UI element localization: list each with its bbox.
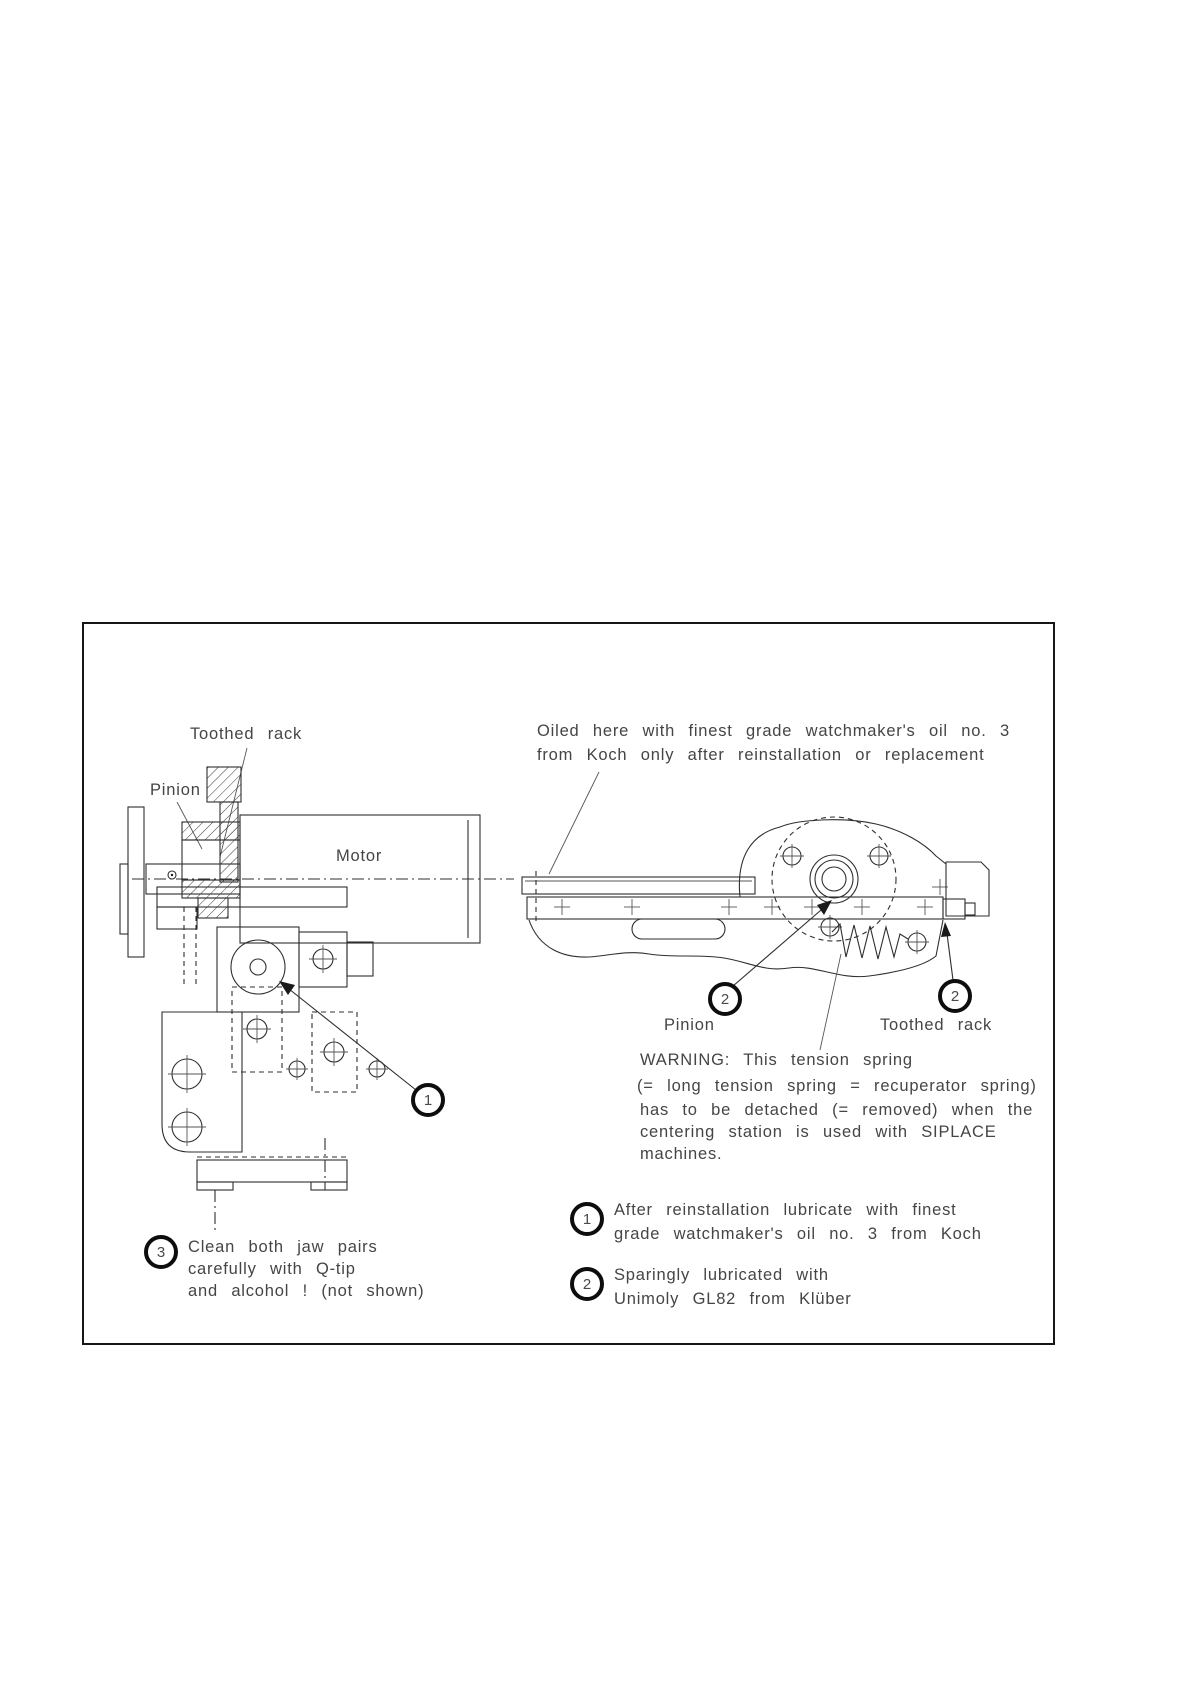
legend-1-number: 1 xyxy=(582,1210,592,1228)
legend-2-badge xyxy=(570,1267,604,1301)
oil-note-line1: Oiled here with finest grade watchmaker's oil no. 3 xyxy=(537,722,1010,740)
oil-note-line2: from Koch only after reinstallation or replacement xyxy=(537,746,985,764)
warning-line4: centering station is used with SIPLACE xyxy=(640,1123,997,1141)
callout-2-pinion-number: 2 xyxy=(720,990,730,1008)
callout-2-rack xyxy=(938,979,972,1013)
lever-body xyxy=(739,817,989,941)
legend-3-line1: Clean both jaw pairs xyxy=(188,1238,378,1256)
oil-note-leader xyxy=(549,772,599,874)
callout-1-left-view xyxy=(411,1083,445,1117)
legend-2-number: 2 xyxy=(582,1275,592,1293)
tension-spring xyxy=(832,924,929,959)
legend-1-badge xyxy=(570,1202,604,1236)
jaw-housing-block xyxy=(162,1012,242,1152)
warning-line1: WARNING: This tension spring xyxy=(640,1051,913,1069)
figure-border xyxy=(82,622,1055,1345)
callout-leader-arrow-left xyxy=(279,981,416,1090)
label-motor: Motor xyxy=(336,847,383,865)
left-view-drawing xyxy=(120,748,514,1234)
pinion-gear xyxy=(780,844,891,939)
warning-line3: has to be detached (= removed) when the xyxy=(640,1101,1034,1119)
callout-1-number: 1 xyxy=(423,1091,433,1109)
legend-3-line3: and alcohol ! (not shown) xyxy=(188,1282,425,1300)
label-pinion-right: Pinion xyxy=(664,1016,715,1034)
legend-1-line2: grade watchmaker's oil no. 3 from Koch xyxy=(614,1225,982,1243)
callout-2-rack-number: 2 xyxy=(950,987,960,1005)
legend-2-line1: Sparingly lubricated with xyxy=(614,1266,829,1284)
legend-2-line2: Unimoly GL82 from Klüber xyxy=(614,1290,852,1308)
label-toothed-rack-left: Toothed rack xyxy=(190,725,303,743)
legend-1-line1: After reinstallation lubricate with finest xyxy=(614,1201,957,1219)
legend-3-number: 3 xyxy=(156,1243,166,1261)
legend-3-badge xyxy=(144,1235,178,1269)
warning-line5: machines. xyxy=(640,1145,723,1163)
label-toothed-rack-right: Toothed rack xyxy=(880,1016,993,1034)
rack-bars xyxy=(522,871,975,977)
warning-line2: (= long tension spring = recuperator spring) xyxy=(637,1077,1037,1095)
label-pinion-left: Pinion xyxy=(150,781,201,799)
right-view-drawing xyxy=(522,772,989,1050)
hidden-edges xyxy=(232,987,388,1092)
callout-2-pinion xyxy=(708,982,742,1016)
legend-3-line2: carefully with Q-tip xyxy=(188,1260,356,1278)
